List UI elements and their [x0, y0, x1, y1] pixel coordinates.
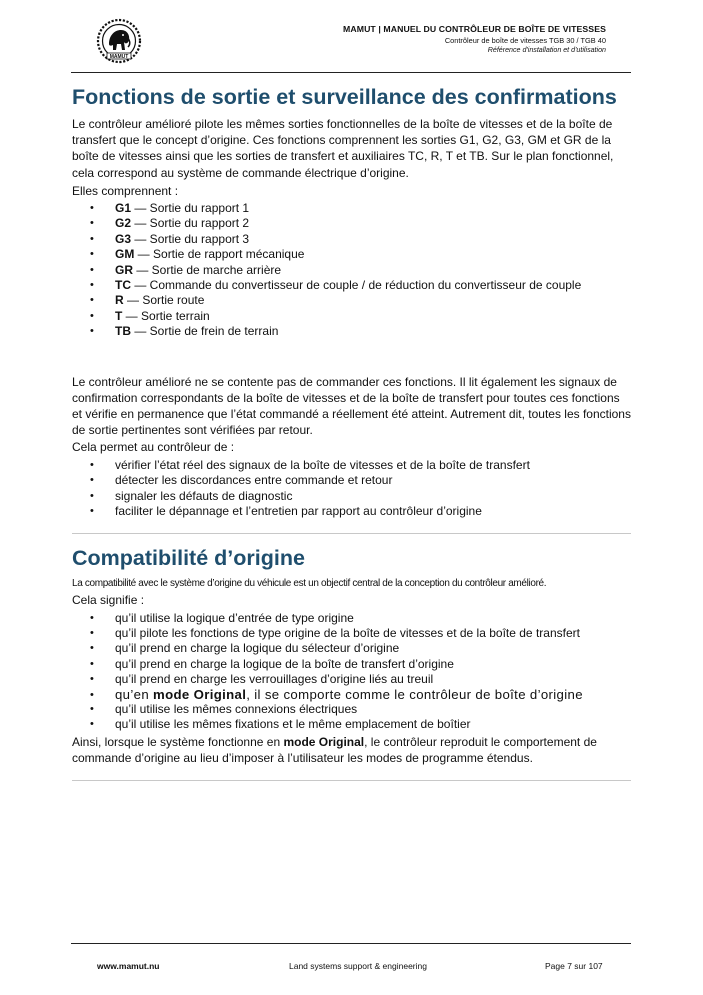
mamut-logo-icon	[95, 17, 143, 65]
list-item: • TC — Commande du convertisseur de couple / de réduction du convertisseur de couple	[72, 278, 632, 293]
page-header	[343, 24, 606, 54]
section2-lead: Cela signifie :	[72, 593, 145, 608]
list-item: • détecter les discordances entre commande et retour	[72, 473, 632, 488]
section-divider	[72, 780, 631, 781]
list-item: • G1 — Sortie du rapport 1	[72, 201, 632, 216]
list-item: • GR — Sortie de marche arrière	[72, 263, 632, 278]
section2-closing: Ainsi, lorsque le système fonctionne en mode Original, le contrôleur reproduit le comportement de commande d’origine au lieu d’imposer à l’utilisateur les modes de programme étendus.	[72, 734, 597, 766]
output-list	[72, 201, 632, 340]
list-item: • T — Sortie terrain	[72, 309, 632, 324]
list-item: • signaler les défauts de diagnostic	[72, 489, 632, 504]
section-divider	[72, 533, 631, 534]
list-item: • qu’il prend en charge la logique du sélecteur d’origine	[72, 641, 632, 656]
list-item: • GM — Sortie de rapport mécanique	[72, 247, 632, 262]
list-item: • vérifier l’état réel des signaux de la boîte de vitesses et de la boîte de transfert	[72, 458, 632, 473]
list-item: • G3 — Sortie du rapport 3	[72, 232, 632, 247]
header-title: MAMUT | MANUEL DU CONTRÔLEUR DE BOÎTE DE VITESSES	[343, 24, 606, 34]
list-item: • qu’il utilise les mêmes connexions électriques	[72, 702, 632, 717]
section1-paragraph-2: Le contrôleur amélioré ne se contente pas de commander ces fonctions. Il lit également les signaux de confirmation correspondants de la boîte de vitesses et de la boîte de transfert pour toutes ces fonctions et vérifie en permanence que l’état commandé a réellement été atteint. Autrement dit, toutes les fonctions de sortie pertinentes sont vérifiées par retour.	[72, 374, 631, 438]
section1-lead-2: Cela permet au contrôleur de :	[72, 440, 235, 455]
list-item: • faciliter le dépannage et l’entretien par rapport au contrôleur d’origine	[72, 504, 632, 519]
page-content	[72, 84, 632, 781]
list-item: • G2 — Sortie du rapport 2	[72, 216, 632, 231]
section1-lead: Elles comprennent :	[72, 183, 179, 198]
section-title-compatibility: Compatibilité d’origine	[72, 546, 305, 571]
list-item-original-mode: • qu’en mode Original, il se comporte comme le contrôleur de boîte d’origine	[72, 688, 632, 703]
footer-tagline: Land systems support & engineering	[289, 961, 427, 971]
compatibility-list	[72, 611, 632, 733]
svg-text:MAMUT: MAMUT	[109, 54, 129, 60]
list-item: • qu’il prend en charge les verrouillages d’origine liés au treuil	[72, 672, 632, 687]
list-item: • TB — Sortie de frein de terrain	[72, 324, 632, 339]
header-reference: Référence d'installation et d'utilisation	[487, 46, 606, 54]
section1-intro: Le contrôleur amélioré pilote les mêmes sorties fonctionnelles de la boîte de vitesses et de la boîte de transfert que le concept d’origine. Ces fonctions comprennent les sorties G1, G2, G3, GM et GR de la boîte de vitesses ainsi que les sorties de transfert et auxiliaires TC, R, T et TB. Sur le plan fonctionnel, cela correspond au système de commande électrique d’origine.	[72, 117, 614, 180]
header-rule	[71, 72, 631, 73]
section-title-output-functions: Fonctions de sortie et surveillance des confirmations	[72, 85, 617, 109]
list-item: • qu’il utilise la logique d’entrée de type origine	[72, 611, 632, 626]
list-item: • qu’il prend en charge la logique de la boîte de transfert d’origine	[72, 657, 632, 672]
abilities-list	[72, 458, 632, 520]
list-item: • qu’il utilise les mêmes fixations et le même emplacement de boîtier	[72, 717, 632, 732]
footer-url-link[interactable]: www.mamut.nu	[97, 961, 160, 971]
list-item: • qu’il pilote les fonctions de type origine de la boîte de vitesses et de la boîte de transfert	[72, 626, 632, 641]
page-number: Page 7 sur 107	[545, 961, 603, 971]
list-item: • R — Sortie route	[72, 293, 632, 308]
header-subtitle: Contrôleur de boîte de vitesses TGB 30 / TGB 40	[444, 36, 606, 45]
section2-intro: La compatibilité avec le système d’origine du véhicule est un objectif central de la conception du contrôleur amélioré.	[72, 578, 547, 590]
footer-rule	[71, 943, 631, 944]
